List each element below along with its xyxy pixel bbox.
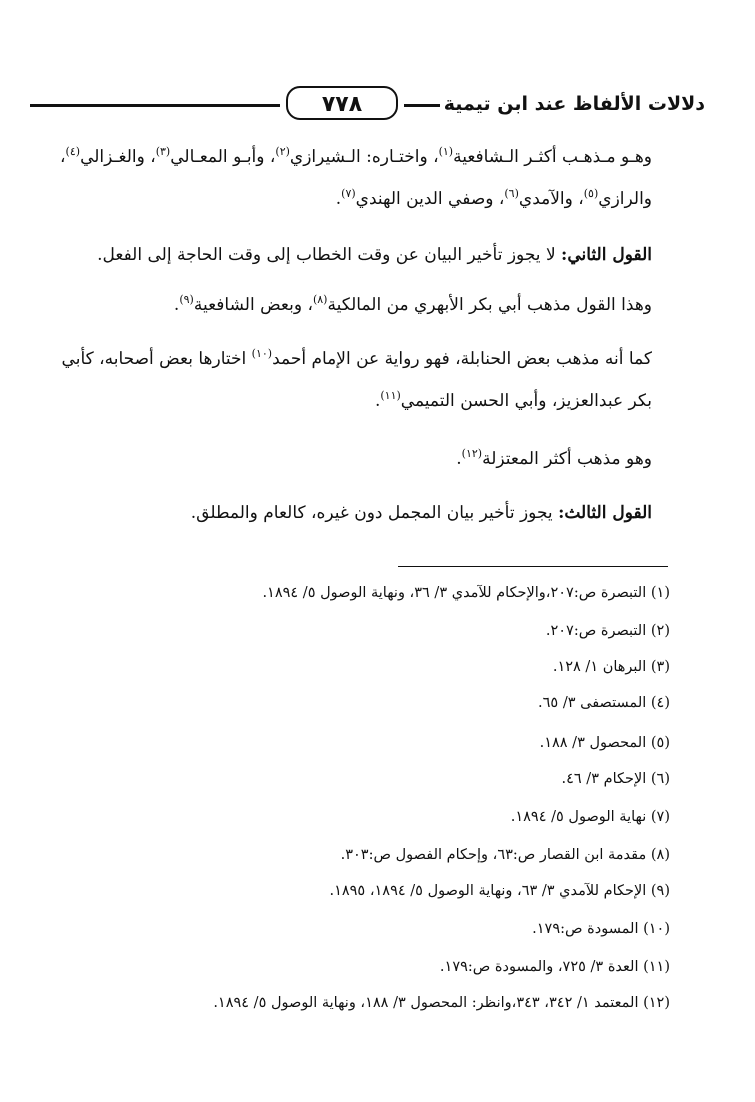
- paragraph-3: وهذا القول مذهب أبي بكر الأبهري من المالكية$^{(٨)}$، وبعض الشافعية$^{(٩)}$.: [173, 293, 652, 315]
- footnote-reference: (٧): [341, 187, 356, 200]
- footnote-reference: (٦): [504, 187, 519, 200]
- paragraph-4-line-2: بكر عبدالعزيز، وأبي الحسن التميمي$^{(١١)}$.: [374, 389, 652, 411]
- footnote-7: (٧) نهاية الوصول ٥/ ١٨٩٤.: [510, 809, 670, 825]
- running-title: دلالات الألفاظ عند ابن تيمية: [443, 93, 705, 115]
- footnote-1: (١) التبصرة ص:٢٠٧،والإحكام للآمدي ٣/ ٣٦، ونهاية الوصول ٥/ ١٨٩٤.: [262, 585, 670, 601]
- footnote-reference: (٨): [312, 293, 328, 306]
- footnote-6: (٦) الإحكام ٣/ ٤٦.: [561, 771, 670, 787]
- footnote-reference: (٥): [583, 187, 599, 200]
- paragraph-6: [52, 494, 652, 532]
- page-header: [30, 84, 705, 124]
- footnote-9: (٩) الإحكام للآمدي ٣/ ٦٣، ونهاية الوصول ٥/ ١٨٩٤، ١٨٩٥.: [329, 883, 670, 899]
- header-rule-right: [404, 104, 440, 107]
- footnote-reference: (٩): [179, 293, 194, 306]
- footnote-reference: (٤): [65, 145, 81, 158]
- footnote-reference: (١): [438, 145, 454, 158]
- paragraph-1-line-1: وهـو مـذهـب أكثـر الـشافعية$^{(١)}$، واختـاره: الـشيرازي$^{(٢)}$، وأبـو المعـالي$^{(٣)}$، والغـزالي$^{(٤)}$،: [60, 145, 652, 167]
- footnote-8: (٨) مقدمة ابن القصار ص:٦٣، وإحكام الفصول ص:٣٠٣.: [340, 847, 670, 863]
- footnote-12: (١٢) المعتمد ١/ ٣٤٢، ٣٤٣،وانظر: المحصول ٣/ ١٨٨، ونهاية الوصول ٥/ ١٨٩٤.: [213, 995, 670, 1011]
- footnote-divider: [398, 566, 668, 567]
- paragraph-1-line-2: والرازي$^{(٥)}$، والآمدي$^{(٦)}$، وصفي الدين الهندي$^{(٧)}$.: [335, 187, 652, 209]
- footnote-reference: (٢): [275, 145, 290, 158]
- footnote-reference: (١١): [380, 389, 401, 402]
- footnote-3: (٣) البرهان ١/ ١٢٨.: [552, 659, 670, 675]
- second-opinion-text: لا يجوز تأخير البيان عن وقت الخطاب إلى وقت الحاجة إلى الفعل.: [97, 245, 556, 265]
- paragraph-4-line-1: كما أنه مذهب بعض الحنابلة، فهو رواية عن الإمام أحمد$^{(١٠)}$ اختارها بعض أصحابه، كأبي: [61, 347, 652, 369]
- footnote-reference: (٣): [155, 145, 171, 158]
- third-opinion-heading: القول الثالث:: [558, 503, 652, 523]
- paragraph-5: وهو مذهب أكثر المعتزلة$^{(١٢)}$.: [456, 447, 652, 469]
- footnote-2: (٢) التبصرة ص:٢٠٧.: [545, 623, 670, 639]
- second-opinion-heading: القول الثاني:: [561, 245, 652, 265]
- footnote-5: (٥) المحصول ٣/ ١٨٨.: [539, 735, 670, 751]
- third-opinion-text: يجوز تأخير بيان المجمل دون غيره، كالعام والمطلق.: [190, 503, 553, 523]
- footnote-4: (٤) المستصفى ٣/ ٦٥.: [538, 695, 670, 711]
- footnote-11: (١١) العدة ٣/ ٧٢٥، والمسودة ص:١٧٩.: [439, 959, 670, 975]
- footnote-reference: (١٢): [461, 447, 483, 460]
- header-rule-left: [30, 104, 280, 107]
- paragraph-2: [52, 236, 652, 274]
- footnote-reference: (١٠): [251, 347, 273, 360]
- page-number: ٧٧٨: [286, 86, 398, 120]
- footnote-10: (١٠) المسودة ص:١٧٩.: [532, 921, 670, 937]
